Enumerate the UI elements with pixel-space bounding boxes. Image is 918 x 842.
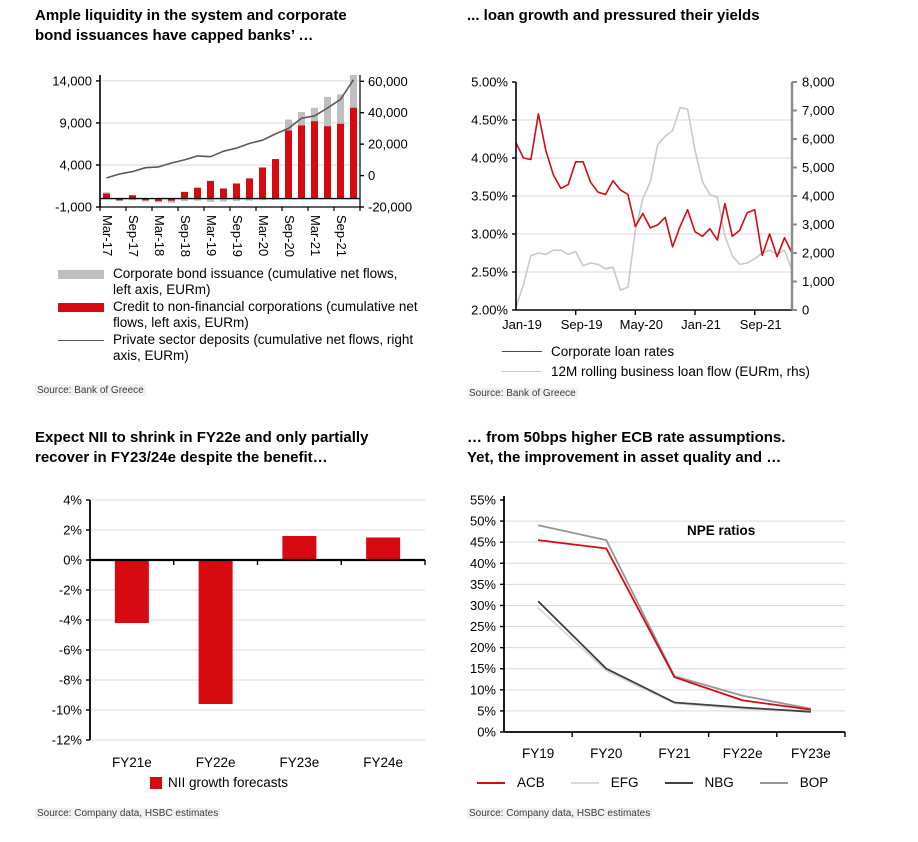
svg-text:Sep-21: Sep-21 [739,317,782,332]
legend-label: ACB [517,775,545,790]
title-line: … from 50bps higher ECB rate assumptions. [467,429,786,446]
legend-swatch-line [760,782,788,784]
svg-text:6,000: 6,000 [802,131,835,147]
title-line: Ample liquidity in the system and corporate [35,7,347,24]
title-line: bond issuances have capped banks’ … [35,27,314,44]
legend-item [58,299,430,331]
svg-text:0%: 0% [63,552,82,568]
legend-label: NII growth forecasts [168,775,289,790]
svg-text:Mar-20: Mar-20 [256,215,271,257]
legend-swatch-line [502,371,542,372]
svg-text:-20,000: -20,000 [368,199,413,215]
svg-text:3,000: 3,000 [802,217,835,232]
svg-text:FY21: FY21 [658,746,691,761]
legend-label: Corporate bond issuance (cumulative net flows, left axis, EURm) [113,266,398,297]
svg-text:5,000: 5,000 [802,160,835,175]
legend-swatch-line [665,782,693,784]
legend-swatch-bar [58,270,104,279]
panel-loan-yields [459,0,918,420]
svg-text:0: 0 [802,302,810,318]
svg-text:55%: 55% [469,492,496,508]
legend-swatch-bar [58,303,104,312]
svg-text:Sep-20: Sep-20 [282,215,297,257]
svg-text:Sep-17: Sep-17 [126,215,141,257]
svg-text:Mar-19: Mar-19 [204,215,219,257]
legend-item [502,363,810,380]
svg-text:-4%: -4% [58,612,82,628]
legend-swatch-line [58,340,104,341]
svg-text:Sep-19: Sep-19 [230,215,245,257]
chart-legend [58,266,430,365]
svg-text:FY20: FY20 [590,746,623,761]
svg-text:8,000: 8,000 [802,74,835,90]
svg-text:Sep-18: Sep-18 [178,215,193,257]
legend-item [58,266,430,298]
legend-label: EFG [610,775,639,790]
svg-text:Sep-21: Sep-21 [334,215,349,257]
svg-text:40%: 40% [469,555,496,571]
svg-text:5%: 5% [477,703,496,719]
svg-text:40,000: 40,000 [368,105,408,121]
svg-text:FY19: FY19 [521,746,555,761]
svg-text:-12%: -12% [51,732,82,748]
chart-legend [477,775,897,790]
svg-text:May-20: May-20 [619,317,664,332]
panel-npe-ratios [459,420,918,842]
legend-label: Corporate loan rates [551,344,675,359]
svg-text:2.00%: 2.00% [471,302,508,318]
title-line: Yet, the improvement in asset quality and … [467,449,782,466]
svg-text:Jan-19: Jan-19 [502,317,542,332]
svg-text:2,000: 2,000 [802,245,835,261]
svg-text:20%: 20% [469,640,496,656]
title-line: recover in FY23/24e despite the benefit… [35,449,328,466]
source-note: Source: Bank of Greece [469,388,576,399]
svg-text:50%: 50% [469,513,496,529]
svg-text:10%: 10% [469,682,496,698]
svg-text:30%: 30% [469,597,496,613]
svg-text:FY22e: FY22e [195,755,236,770]
legend-swatch-line [571,782,599,784]
legend-swatch-line [502,351,542,352]
chart-legend [502,343,810,383]
svg-text:9,000: 9,000 [59,115,92,131]
legend-item [58,332,430,364]
legend-item [760,775,829,790]
svg-text:45%: 45% [469,534,496,550]
legend-swatch-line [477,782,505,784]
svg-text:Mar-17: Mar-17 [100,215,115,257]
legend-item [150,775,288,790]
svg-text:Mar-18: Mar-18 [152,215,167,257]
svg-text:0%: 0% [477,724,496,740]
source-note: Source: Company data, HSBC estimates [469,808,651,819]
panel-nii-forecast [0,420,459,842]
svg-text:Mar-21: Mar-21 [308,215,323,257]
svg-text:3.50%: 3.50% [471,188,508,204]
svg-text:FY24e: FY24e [363,755,404,770]
svg-text:-8%: -8% [58,672,82,688]
svg-text:7,000: 7,000 [802,103,835,118]
svg-text:25%: 25% [469,619,496,635]
svg-text:3.00%: 3.00% [471,226,508,242]
svg-text:4.00%: 4.00% [471,150,508,166]
svg-text:Jan-21: Jan-21 [681,317,721,332]
svg-text:60,000: 60,000 [368,73,408,89]
legend-label: BOP [799,775,829,790]
svg-text:FY23e: FY23e [279,755,320,770]
svg-text:4.50%: 4.50% [471,112,508,128]
svg-text:4,000: 4,000 [802,188,835,204]
legend-label: Credit to non-financial corporations (cumulative net flows, left axis, EURm) [113,299,418,330]
legend-label: Private sector deposits (cumulative net flows, right axis, EURm) [113,332,414,363]
svg-text:0: 0 [368,168,376,184]
chart-legend [150,775,288,790]
svg-text:14,000: 14,000 [52,73,92,89]
source-note: Source: Bank of Greece [37,385,144,396]
svg-text:-6%: -6% [58,642,82,658]
legend-label: 12M rolling business loan flow (EURm, rhs) [551,364,810,379]
legend-item [502,343,810,360]
legend-item [571,775,639,790]
legend-item [477,775,545,790]
svg-text:20,000: 20,000 [368,136,408,152]
svg-text:2.50%: 2.50% [471,264,508,280]
svg-text:5.00%: 5.00% [471,74,508,90]
svg-text:FY23e: FY23e [791,746,831,761]
legend-item [665,775,734,790]
legend-swatch-square [150,777,162,789]
svg-text:FY22e: FY22e [722,746,763,761]
title-line: Expect NII to shrink in FY22e and only partially [35,429,369,446]
legend-label: NBG [704,775,734,790]
svg-text:2%: 2% [63,522,82,538]
svg-text:4,000: 4,000 [59,157,92,173]
svg-text:1,000: 1,000 [802,274,835,289]
chart-annotation: NPE ratios [687,523,756,538]
svg-text:FY21e: FY21e [111,755,152,770]
panel-liquidity [0,0,459,420]
svg-text:-10%: -10% [51,702,82,718]
svg-text:35%: 35% [469,576,496,592]
svg-text:-1,000: -1,000 [55,199,92,215]
svg-text:15%: 15% [469,661,496,677]
svg-text:4%: 4% [63,492,82,508]
svg-text:-2%: -2% [58,582,82,598]
svg-text:Sep-19: Sep-19 [560,317,603,332]
title-line: ... loan growth and pressured their yields [467,7,760,24]
source-note: Source: Company data, HSBC estimates [37,808,219,819]
